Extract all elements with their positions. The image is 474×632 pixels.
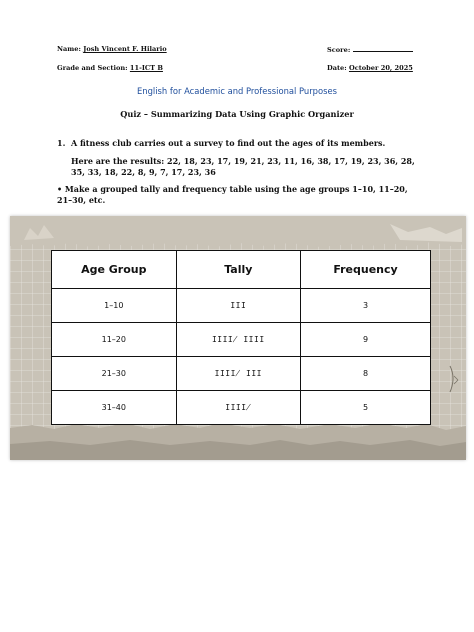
date-value: October 20, 2025 — [348, 64, 413, 72]
grade-label: Grade and Section: — [57, 64, 128, 72]
question-1 — [57, 138, 427, 148]
table-header-row — [52, 251, 431, 289]
header-tally: Tally — [176, 251, 300, 289]
age-group-cell: 21–30 — [52, 357, 177, 391]
tally-cell: IIII̸ III — [176, 357, 300, 391]
score-line — [327, 45, 413, 54]
quiz-title: Quiz – Summarizing Data Using Graphic Organizer — [120, 109, 354, 119]
frequency-cell: 9 — [301, 323, 431, 357]
table-row — [52, 289, 431, 323]
date-line — [327, 64, 413, 72]
frequency-cell: 8 — [301, 357, 431, 391]
task-instruction: • Make a grouped tally and frequency table using the age groups 1–10, 11–20, 21–30, etc. — [57, 184, 408, 206]
subject-title: English for Academic and Professional Purposes — [136, 86, 337, 96]
table-row — [52, 357, 431, 391]
date-label: Date: — [327, 64, 347, 72]
frequency-cell: 3 — [301, 289, 431, 323]
age-group-cell: 1–10 — [52, 289, 177, 323]
frequency-cell: 5 — [301, 391, 431, 425]
tally-cell: IIII̸ IIII — [176, 323, 300, 357]
name-label: Name: — [57, 45, 81, 53]
age-group-cell: 11–20 — [52, 323, 177, 357]
score-blank — [353, 45, 413, 52]
score-label: Score: — [327, 46, 351, 54]
question-text: A fitness club carries out a survey to find out the ages of its members. — [71, 138, 386, 148]
name-line — [57, 45, 167, 53]
age-group-cell: 31–40 — [52, 391, 177, 425]
header-age-group: Age Group — [52, 251, 177, 289]
header-frequency: Frequency — [301, 251, 431, 289]
table-row — [52, 391, 431, 425]
table-row — [52, 323, 431, 357]
frequency-table — [51, 250, 431, 425]
tally-cell: III — [176, 289, 300, 323]
tally-cell: IIII̸ — [176, 391, 300, 425]
grade-value: 11-ICT B — [129, 64, 163, 72]
question-number: 1. — [57, 138, 66, 148]
name-value: Josh Vincent F. Hilario — [83, 45, 167, 53]
survey-results: Here are the results: 22, 18, 23, 17, 19, 21, 23, 11, 16, 38, 17, 19, 23, 36, 28, 35, 33, 18, 22, 8, 9, 7, 17, 23, 36 — [71, 156, 415, 178]
grade-line — [57, 64, 163, 72]
